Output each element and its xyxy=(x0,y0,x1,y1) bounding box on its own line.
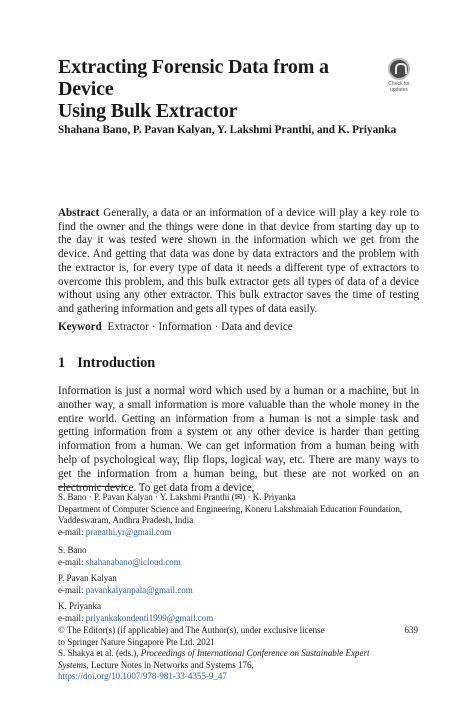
author-name: S. Bano xyxy=(58,545,87,555)
affiliation-location: Vaddeswaram, Andhra Pradesh, India xyxy=(58,515,194,525)
keywords xyxy=(58,320,419,334)
publisher-line: to Springer Nature Singapore Pte Ltd. 2021 xyxy=(58,636,215,647)
author-contact xyxy=(58,545,438,568)
keyword-item: Extractor xyxy=(107,321,149,333)
email-link[interactable]: shahanabano@icloud.com xyxy=(85,556,181,567)
page-number: 639 xyxy=(404,625,418,635)
section-number: 1 xyxy=(58,355,66,371)
paper-title xyxy=(58,56,378,122)
keyword-separator: · xyxy=(214,321,219,333)
email-link[interactable]: pranathi.yr@gmail.com xyxy=(85,526,172,537)
introduction-paragraph: Information is just a normal word which used by a human or a machine, but in another way, a small information is more valuable than the whole money in the entire world. Getting an information from a human is not a simple task and getting information from a system or any other device is harder than getting information from a human. We can get information from a human being with help of psychological way, flip flops, logical way, etc. There are many ways to get the information from a human being, but these are not worked on an electronic device. To get data from a device, xyxy=(58,385,419,494)
check-for-updates-icon xyxy=(388,58,410,80)
keywords-label: Keyword xyxy=(58,321,102,333)
abstract-text: Generally, a data or an information of a device will play a key role to find the owner and the things were done in that device from starting day up to the day it was tested were shown in the information which we get from the device. And getting that data was done by data extractors and the problem with the extractor is, for every type of data it needs a different type of extractors to overcome this problem, and this bulk extractor gets all types of data of a device without using any other extractor. This bulk extractor saves the time of testing and gathering information and gets all types of data easily. xyxy=(58,207,419,315)
section-title: Introduction xyxy=(77,355,156,371)
keyword-separator: · xyxy=(151,321,156,333)
affiliation-email-row: e-mail: pranathi.yr@gmail.com xyxy=(58,526,172,537)
email-link[interactable]: priyankakondenti1999@gmail.com xyxy=(85,612,214,623)
proceedings-title: Proceedings of International Conference on Sustainable Expert xyxy=(140,648,370,658)
author-contact xyxy=(58,573,438,596)
keyword-item: Data and device xyxy=(221,321,293,333)
check-for-updates-label: Check for updates xyxy=(388,81,410,93)
doi-link[interactable]: https://doi.org/10.1007/978-981-33-4355-9_47 xyxy=(58,671,227,681)
copyright-line: © The Editor(s) (if applicable) and The Author(s), under exclusive license xyxy=(58,625,325,635)
footnote-rule xyxy=(58,486,126,487)
author-contact xyxy=(58,601,438,624)
affiliation-dept: Department of Computer Science and Engineering, Koneru Lakshmaiah Education Foundation, xyxy=(58,503,403,514)
affiliation-email-row: e-mail: pavankalyanpala@gmail.com xyxy=(58,584,193,595)
section-heading xyxy=(58,355,155,372)
check-for-updates-badge[interactable] xyxy=(382,57,416,99)
author-name: P. Pavan Kalyan xyxy=(58,573,117,583)
affiliation-block xyxy=(58,492,438,538)
abstract-label: Abstract xyxy=(58,207,100,219)
author-name: K. Priyanka xyxy=(58,601,101,611)
affiliation-email-row: e-mail: shahanabano@icloud.com xyxy=(58,556,181,567)
affiliation-email-row: e-mail: priyankakondenti1999@gmail.com xyxy=(58,612,214,623)
copyright-footer xyxy=(58,625,388,683)
abstract xyxy=(58,207,419,317)
title-line-2: Using Bulk Extractor xyxy=(58,100,238,122)
keyword-item: Information xyxy=(158,321,212,333)
title-line-1: Extracting Forensic Data from a Device xyxy=(58,56,329,100)
citation-line: S. Shakya et al. (eds.), Proceedings of International Conference on Sustainable Expert xyxy=(58,648,370,658)
citation-line: Systems, Lecture Notes in Networks and Systems 176, xyxy=(58,659,254,670)
email-link[interactable]: pavankalyanpala@gmail.com xyxy=(85,584,193,595)
author-list: Shahana Bano, P. Pavan Kalyan, Y. Lakshmi Pranthi, and K. Priyanka xyxy=(58,124,397,136)
affiliation-authors: S. Bano · P. Pavan Kalyan · Y. Lakshmi Pranthi (✉) · K. Priyanka xyxy=(58,492,296,502)
